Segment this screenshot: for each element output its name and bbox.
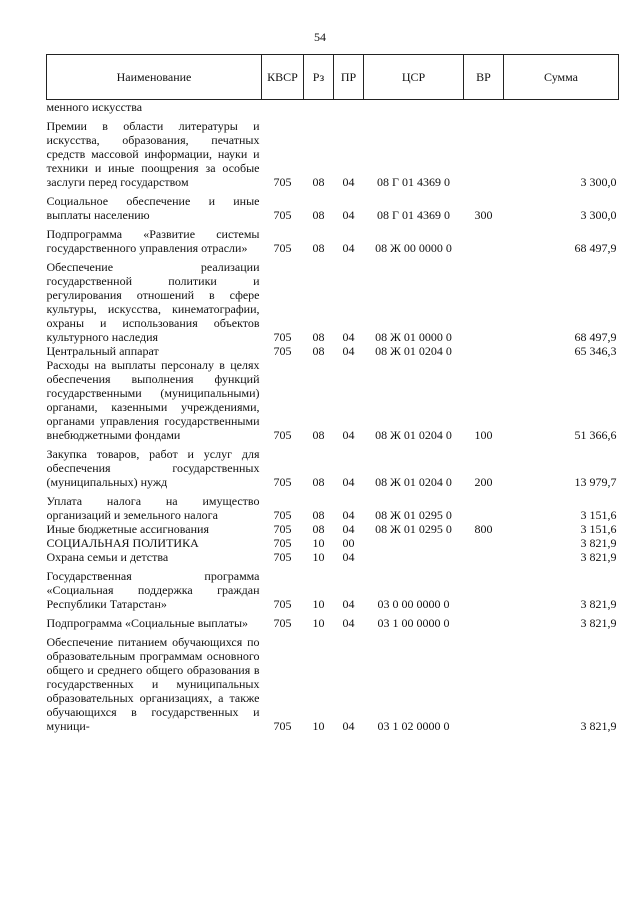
row-vr bbox=[464, 611, 504, 630]
row-rz: 08 bbox=[312, 208, 325, 222]
table-row bbox=[47, 358, 619, 442]
row-pr: 04 bbox=[342, 550, 355, 564]
row-kvsr: 705 bbox=[273, 175, 292, 189]
row-rz: 08 bbox=[312, 508, 325, 522]
row-pr: 04 bbox=[342, 175, 355, 189]
row-name: Центральный аппарат bbox=[46, 344, 159, 358]
row-name: Подпрограмма «Социальные выплаты» bbox=[46, 616, 249, 630]
header-sum: Сумма bbox=[504, 55, 619, 100]
row-sum: 65 346,3 bbox=[574, 344, 617, 358]
row-name: Расходы на выплаты персоналу в целях обеспечения выполнения функций государственными (муниципальными) органами, казенными учреждениями, органами управления государственными внебюджетными фондами bbox=[46, 358, 260, 442]
row-kvsr: 705 bbox=[273, 330, 292, 344]
row-vr bbox=[464, 344, 504, 358]
row-vr bbox=[464, 222, 504, 255]
row-vr bbox=[464, 255, 504, 344]
table-row bbox=[47, 222, 619, 255]
row-sum: 3 821,9 bbox=[580, 550, 617, 564]
row-name: Подпрограмма «Развитие системы государственного управления отрасли» bbox=[46, 227, 260, 255]
row-sum: 3 821,9 bbox=[580, 536, 617, 550]
row-rz: 10 bbox=[312, 616, 325, 630]
row-pr: 04 bbox=[342, 719, 355, 733]
row-rz: 10 bbox=[312, 536, 325, 550]
row-csr: 08 Ж 01 0295 0 bbox=[375, 522, 452, 536]
table-row bbox=[47, 442, 619, 489]
row-sum: 3 821,9 bbox=[580, 616, 617, 630]
row-vr: 200 bbox=[474, 475, 493, 489]
row-pr: 04 bbox=[342, 344, 355, 358]
row-sum: 3 151,6 bbox=[580, 522, 617, 536]
row-pr: 04 bbox=[342, 241, 355, 255]
row-kvsr: 705 bbox=[273, 428, 292, 442]
row-csr: 08 Ж 01 0204 0 bbox=[375, 475, 452, 489]
header-vr: ВР bbox=[464, 55, 504, 100]
row-csr: 08 Ж 01 0204 0 bbox=[375, 344, 452, 358]
header-rz: Рз bbox=[304, 55, 334, 100]
table-row bbox=[47, 550, 619, 564]
row-vr bbox=[464, 550, 504, 564]
table-row bbox=[47, 255, 619, 344]
row-csr: 03 1 00 0000 0 bbox=[377, 616, 450, 630]
row-sum: 51 366,6 bbox=[574, 428, 617, 442]
table-row bbox=[47, 564, 619, 611]
row-name: СОЦИАЛЬНАЯ ПОЛИТИКА bbox=[46, 536, 199, 550]
row-kvsr: 705 bbox=[273, 536, 292, 550]
table-row bbox=[47, 189, 619, 222]
row-kvsr: 705 bbox=[273, 475, 292, 489]
row-kvsr: 705 bbox=[273, 508, 292, 522]
table-header bbox=[47, 55, 619, 100]
row-vr bbox=[464, 100, 504, 115]
row-csr: 03 1 02 0000 0 bbox=[377, 719, 450, 733]
row-sum: 3 300,0 bbox=[580, 208, 617, 222]
row-name: Уплата налога на имущество организаций и земельного налога bbox=[46, 494, 260, 522]
row-csr: 08 Ж 01 0000 0 bbox=[375, 330, 452, 344]
row-pr: 04 bbox=[342, 330, 355, 344]
row-vr: 800 bbox=[474, 522, 493, 536]
row-sum: 3 300,0 bbox=[580, 175, 617, 189]
row-csr: 08 Ж 00 0000 0 bbox=[375, 241, 452, 255]
table-row bbox=[47, 536, 619, 550]
table-row bbox=[47, 611, 619, 630]
table-row bbox=[47, 100, 619, 115]
table-row bbox=[47, 630, 619, 733]
row-name: Социальное обеспечение и иные выплаты населению bbox=[46, 194, 260, 222]
row-csr bbox=[364, 536, 464, 550]
row-pr: 04 bbox=[342, 616, 355, 630]
row-pr: 04 bbox=[342, 428, 355, 442]
row-sum: 13 979,7 bbox=[574, 475, 617, 489]
row-vr: 100 bbox=[474, 428, 493, 442]
row-csr: 08 Ж 01 0204 0 bbox=[375, 428, 452, 442]
row-vr bbox=[464, 630, 504, 733]
row-rz: 08 bbox=[312, 241, 325, 255]
header-name: Наименование bbox=[47, 55, 262, 100]
row-vr bbox=[464, 536, 504, 550]
row-csr: 08 Г 01 4369 0 bbox=[377, 208, 450, 222]
header-kvsr: КВСР bbox=[262, 55, 304, 100]
row-name: Охрана семьи и детства bbox=[46, 550, 169, 564]
row-kvsr: 705 bbox=[273, 550, 292, 564]
row-rz: 08 bbox=[312, 522, 325, 536]
row-sum: 3 821,9 bbox=[580, 597, 617, 611]
row-csr: 03 0 00 0000 0 bbox=[377, 597, 450, 611]
row-csr bbox=[364, 550, 464, 564]
row-kvsr: 705 bbox=[273, 241, 292, 255]
row-name: менного искусства bbox=[46, 100, 143, 114]
row-rz: 08 bbox=[312, 344, 325, 358]
page-number: 54 bbox=[314, 30, 326, 44]
row-pr: 04 bbox=[342, 475, 355, 489]
row-pr: 04 bbox=[342, 508, 355, 522]
row-rz: 08 bbox=[312, 175, 325, 189]
row-name: Закупка товаров, работ и услуг для обеспечения государственных (муниципальных) нужд bbox=[46, 447, 260, 489]
row-rz: 10 bbox=[312, 719, 325, 733]
row-kvsr: 705 bbox=[273, 522, 292, 536]
row-rz: 10 bbox=[312, 597, 325, 611]
row-csr bbox=[364, 100, 464, 115]
row-pr bbox=[334, 100, 364, 115]
row-rz: 08 bbox=[312, 475, 325, 489]
table-body bbox=[47, 100, 619, 734]
row-pr: 04 bbox=[342, 208, 355, 222]
row-kvsr: 705 bbox=[273, 208, 292, 222]
row-vr bbox=[464, 114, 504, 189]
row-pr: 04 bbox=[342, 522, 355, 536]
row-vr bbox=[464, 564, 504, 611]
row-kvsr bbox=[262, 100, 304, 115]
row-sum: 3 821,9 bbox=[580, 719, 617, 733]
row-name: Государственная программа «Социальная поддержка граждан Республики Татарстан» bbox=[46, 569, 260, 611]
row-name: Премии в области литературы и искусства, образования, печатных средств массовой информации, науки и техники и иные поощрения за особые заслуги перед государством bbox=[46, 119, 260, 189]
budget-table bbox=[46, 54, 619, 733]
row-name: Иные бюджетные ассигнования bbox=[46, 522, 209, 536]
row-rz: 08 bbox=[312, 330, 325, 344]
row-sum: 68 497,9 bbox=[574, 241, 617, 255]
row-kvsr: 705 bbox=[273, 616, 292, 630]
row-kvsr: 705 bbox=[273, 719, 292, 733]
row-sum: 68 497,9 bbox=[574, 330, 617, 344]
table-row bbox=[47, 522, 619, 536]
row-name: Обеспечение питанием обучающихся по образовательным программам основного общего и среднего общего образования в государственных и муниципальных образовательных организациях, а также обучающихся в государственных и муници- bbox=[46, 635, 260, 733]
row-pr: 00 bbox=[342, 536, 355, 550]
row-csr: 08 Ж 01 0295 0 bbox=[375, 508, 452, 522]
table-row bbox=[47, 114, 619, 189]
header-csr: ЦСР bbox=[364, 55, 464, 100]
row-rz: 08 bbox=[312, 428, 325, 442]
table-row bbox=[47, 344, 619, 358]
row-pr: 04 bbox=[342, 597, 355, 611]
row-kvsr: 705 bbox=[273, 344, 292, 358]
row-kvsr: 705 bbox=[273, 597, 292, 611]
row-rz bbox=[304, 100, 334, 115]
row-csr: 08 Г 01 4369 0 bbox=[377, 175, 450, 189]
row-name: Обеспечение реализации государственной политики и регулирования отношений в сфере культуры, искусства, кинематографии, охраны и использования объектов культурного наследия bbox=[46, 260, 260, 344]
table-row bbox=[47, 489, 619, 522]
row-vr: 300 bbox=[474, 208, 493, 222]
row-sum bbox=[504, 100, 619, 115]
row-vr bbox=[464, 489, 504, 522]
row-sum: 3 151,6 bbox=[580, 508, 617, 522]
row-rz: 10 bbox=[312, 550, 325, 564]
header-pr: ПР bbox=[334, 55, 364, 100]
